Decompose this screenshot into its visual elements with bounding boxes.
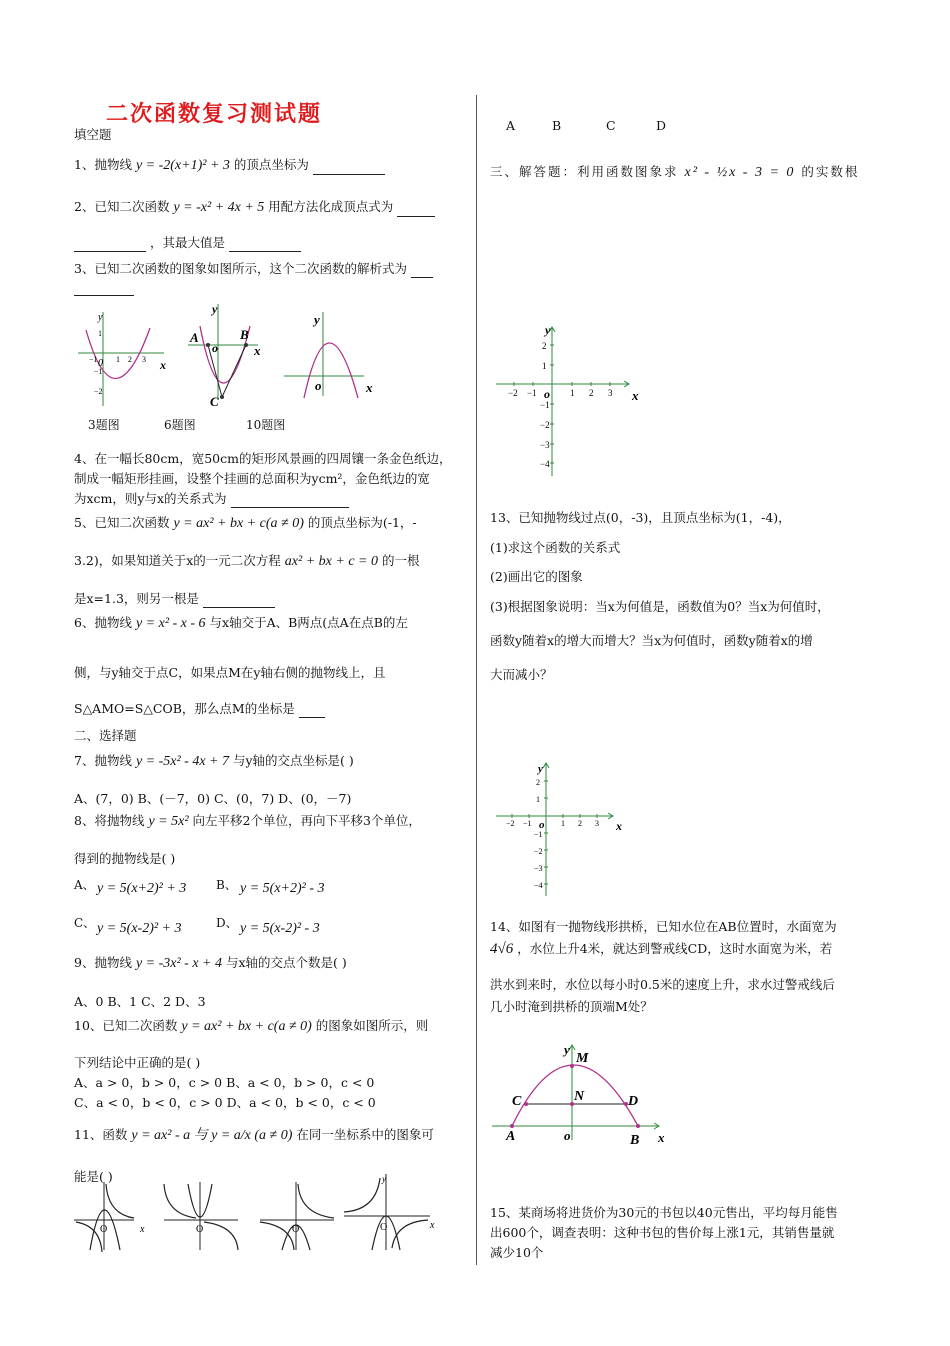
- question-11: 11、函数 y = ax² - a 与 y = a/x (a ≠ 0) 在同一坐标系中的图象可: [74, 1127, 434, 1143]
- question-3: 3、已知二次函数的图象如图所示，这个二次函数的解析式为: [74, 260, 433, 278]
- svg-text:−2: −2: [94, 387, 103, 396]
- coordinate-grid-q13[interactable]: [492, 760, 632, 900]
- answer-blank[interactable]: [299, 703, 325, 718]
- question-15-line3: 减少10个: [490, 1245, 544, 1260]
- svg-text:O: O: [100, 1224, 108, 1235]
- formula: x² - ½x - 3 = 0: [684, 165, 796, 180]
- column-divider: [476, 95, 477, 1265]
- coordinate-grid-solve[interactable]: [492, 320, 652, 480]
- q11-option-c-graph[interactable]: [256, 1180, 340, 1252]
- question-13-line6: 大而减小？: [490, 667, 553, 682]
- svg-text:−4: −4: [534, 881, 543, 890]
- formula: y = -5x² - 4x + 7: [135, 754, 229, 769]
- svg-text:y: y: [545, 323, 551, 337]
- svg-text:−2: −2: [540, 420, 550, 430]
- svg-text:2: 2: [536, 778, 540, 787]
- question-4-line2: 制成一幅矩形挂画，设整个挂画的总面积为ycm²，金色纸边的宽: [74, 471, 430, 486]
- question-13-line5: 函数y随着x的增大而增大？当x为何值时，函数y随着x的增: [490, 633, 813, 648]
- svg-text:y: y: [538, 763, 543, 775]
- svg-text:y: y: [314, 312, 320, 327]
- question-10: 10、已知二次函数 y = ax² + bx + c(a ≠ 0) 的图象如图所示，则: [74, 1018, 429, 1034]
- svg-text:−1: −1: [527, 388, 537, 398]
- svg-text:1: 1: [536, 795, 540, 804]
- answer-blank[interactable]: [231, 493, 349, 508]
- svg-text:A: A: [506, 1129, 516, 1144]
- formula: y = 5x²: [148, 814, 189, 829]
- option-a-formula[interactable]: y = 5(x+2)² + 3: [97, 881, 187, 896]
- svg-text:3: 3: [142, 355, 146, 364]
- figure-q3-parabola: [76, 308, 166, 408]
- svg-text:B: B: [630, 1133, 640, 1148]
- section-multiple-choice: 二、选择题: [74, 728, 137, 743]
- figure-q10-parabola: [282, 308, 392, 398]
- svg-text:−1: −1: [540, 400, 550, 410]
- question-4-line1: 4、在一幅长80cm，宽50cm的矩形风景画的四周镶一条金色纸边，: [74, 451, 452, 466]
- svg-text:O: O: [196, 1224, 204, 1235]
- caption-q3: 3题图: [88, 418, 120, 432]
- option-d-formula[interactable]: y = 5(x-2)² - 3: [240, 921, 320, 936]
- answer-blank[interactable]: [229, 237, 301, 252]
- option-c[interactable]: C: [606, 118, 616, 133]
- svg-text:−2: −2: [534, 847, 543, 856]
- svg-text:1: 1: [570, 388, 575, 398]
- svg-text:2: 2: [542, 341, 547, 351]
- question-9-options: A、0 B、1 C、2 D、3: [74, 994, 206, 1009]
- question-10-line2: 下列结论中正确的是( ): [74, 1055, 201, 1070]
- svg-text:x: x: [616, 819, 622, 833]
- svg-text:1: 1: [561, 819, 565, 828]
- option-a[interactable]: A: [506, 118, 516, 133]
- answer-blank[interactable]: [397, 202, 435, 217]
- svg-text:2: 2: [578, 819, 582, 828]
- formula: y = ax² + bx + c(a ≠ 0): [173, 516, 304, 531]
- svg-text:3: 3: [595, 819, 599, 828]
- svg-text:x: x: [430, 1220, 435, 1231]
- svg-text:−2: −2: [506, 819, 515, 828]
- q11-option-d-graph[interactable]: [340, 1172, 440, 1252]
- answer-blank[interactable]: [313, 160, 385, 175]
- option-label: A、: [74, 878, 95, 892]
- svg-text:B: B: [240, 327, 249, 342]
- section-fill-blank: 填空题: [74, 127, 112, 142]
- question-6-line2: 侧，与y轴交于点C，如果点M在y轴右侧的抛物线上，且: [74, 665, 386, 680]
- question-13-part2: (2)画出它的图象: [490, 569, 583, 584]
- svg-text:D: D: [628, 1094, 639, 1109]
- question-10-options-cd: C、a < 0，b < 0，c > 0 D、a < 0，b < 0，c < 0: [74, 1095, 376, 1110]
- svg-text:A: A: [190, 330, 199, 345]
- svg-text:y: y: [98, 312, 103, 323]
- option-b[interactable]: B: [552, 118, 562, 133]
- svg-text:1: 1: [116, 355, 120, 364]
- option-d[interactable]: D: [656, 118, 667, 133]
- answer-blank[interactable]: [203, 593, 275, 608]
- question-14-line4: 几小时淹到拱桥的顶端M处？: [490, 999, 653, 1014]
- option-b-formula[interactable]: y = 5(x+2)² - 3: [240, 881, 325, 896]
- section-solve: 三、解答题：利用函数图象求 x² - ½x - 3 = 0 的实数根: [490, 164, 860, 180]
- answer-blank[interactable]: [74, 237, 146, 252]
- svg-text:y: y: [212, 302, 218, 316]
- svg-text:−1: −1: [94, 367, 103, 376]
- formula: y = ax² - a 与 y = a/x (a ≠ 0): [131, 1128, 293, 1143]
- question-3-line2: [74, 278, 134, 296]
- caption-q6: 6题图: [164, 418, 196, 432]
- question-2: 2、已知二次函数 y = -x² + 4x + 5 用配方法化成顶点式为: [74, 198, 435, 217]
- question-15-line1: 15、某商场将进货价为30元的书包以40元售出，平均每月能售: [490, 1205, 838, 1220]
- formula: y = x² - x - 6: [135, 616, 206, 631]
- svg-text:−3: −3: [540, 440, 550, 450]
- svg-text:3: 3: [608, 388, 613, 398]
- answer-blank[interactable]: [74, 281, 134, 296]
- question-5-line3: 是x=1.3，则另一根是: [74, 590, 275, 608]
- question-8-line2: 得到的抛物线是( ): [74, 851, 176, 866]
- svg-text:x: x: [366, 380, 373, 395]
- svg-text:x: x: [254, 343, 261, 358]
- answer-blank[interactable]: [411, 263, 433, 278]
- question-14-line2: 4√6 ，水位上升4米，就达到警戒线CD，这时水面宽为米，若: [490, 941, 833, 957]
- svg-text:−1: −1: [534, 830, 543, 839]
- formula: y = -2(x+1)² + 3: [135, 158, 230, 173]
- svg-text:C: C: [512, 1094, 522, 1109]
- arch-bridge-figure: [490, 1040, 680, 1150]
- svg-text:o: o: [544, 387, 550, 401]
- question-15-line2: 出600个，调查表明：这种书包的售价每上涨1元，其销售量就: [490, 1225, 835, 1240]
- question-9: 9、抛物线 y = -3x² - x + 4 与x轴的交点个数是( ): [74, 955, 347, 971]
- question-5-line2: 3.2)，如果知道关于x的一元二次方程 ax² + bx + c = 0 的一根: [74, 553, 420, 569]
- formula: y = -x² + 4x + 5: [173, 200, 265, 215]
- page-title: 二次函数复习测试题: [106, 102, 323, 127]
- svg-text:o: o: [564, 1128, 571, 1143]
- question-4-line3: 为xcm，则y与x的关系式为: [74, 490, 349, 508]
- svg-text:O: O: [292, 1224, 300, 1235]
- question-11-line2: 能是( ): [74, 1169, 113, 1184]
- question-8: 8、将抛物线 y = 5x² 向左平移2个单位，再向下平移3个单位，: [74, 813, 421, 829]
- svg-text:1: 1: [98, 329, 102, 338]
- svg-text:x: x: [632, 388, 639, 403]
- question-2-line2: ，其最大值是: [74, 234, 301, 252]
- svg-text:1: 1: [542, 361, 547, 371]
- svg-text:o: o: [315, 378, 322, 393]
- question-5: 5、已知二次函数 y = ax² + bx + c(a ≠ 0) 的顶点坐标为(-1，-: [74, 515, 417, 531]
- svg-text:x: x: [160, 358, 166, 372]
- figure-q6-parabola: [186, 300, 272, 410]
- svg-text:−1: −1: [523, 819, 532, 828]
- svg-text:y: y: [564, 1042, 570, 1057]
- option-label: C、: [74, 916, 96, 930]
- option-label: B、: [216, 878, 237, 892]
- svg-text:−1: −1: [89, 355, 98, 364]
- question-6-line3: S△AMO=S△COB，那么点M的坐标是: [74, 700, 325, 718]
- svg-text:2: 2: [128, 355, 132, 364]
- question-7-options: A、(7，0) B、(－7，0) C、(0，7) D、(0，－7): [74, 791, 352, 806]
- caption-q10: 10题图: [246, 418, 286, 432]
- svg-text:O: O: [380, 1222, 388, 1233]
- svg-text:N: N: [574, 1089, 585, 1104]
- svg-text:x: x: [658, 1130, 665, 1145]
- svg-text:o: o: [212, 341, 218, 355]
- q11-option-a-graph[interactable]: [70, 1180, 154, 1252]
- svg-text:2: 2: [589, 388, 594, 398]
- question-13-part3: (3)根据图象说明：当x为何值是，函数值为0？当x为何值时，: [490, 599, 830, 614]
- svg-text:x: x: [140, 1224, 145, 1235]
- question-1: 1、抛物线 y = -2(x+1)² + 3 的顶点坐标为: [74, 156, 385, 175]
- svg-text:o: o: [539, 819, 545, 831]
- question-14-line1: 14、如图有一抛物线形拱桥，已知水位在AB位置时，水面宽为: [490, 919, 837, 934]
- formula: ax² + bx + c = 0: [284, 554, 378, 569]
- svg-text:−4: −4: [540, 459, 550, 469]
- question-13-line1: 13、已知抛物线过点(0，-3)，且顶点坐标为(1，-4)，: [490, 510, 791, 525]
- svg-text:M: M: [576, 1051, 589, 1066]
- svg-text:y: y: [382, 1174, 386, 1184]
- question-14-line3: 洪水到来时，水位以每小时0.5米的速度上升，求水过警戒线后: [490, 977, 835, 992]
- svg-text:−3: −3: [534, 864, 543, 873]
- option-c-formula[interactable]: y = 5(x-2)² + 3: [97, 921, 182, 936]
- question-7: 7、抛物线 y = -5x² - 4x + 7 与y轴的交点坐标是( ): [74, 753, 354, 769]
- formula: y = -3x² - x + 4: [135, 956, 222, 971]
- option-label: D、: [216, 916, 238, 930]
- question-13-part1: (1)求这个函数的关系式: [490, 540, 621, 555]
- svg-text:0: 0: [98, 358, 103, 369]
- q11-option-b-graph[interactable]: [160, 1180, 244, 1252]
- svg-text:C: C: [210, 394, 219, 409]
- svg-text:−2: −2: [508, 388, 518, 398]
- formula: y = ax² + bx + c(a ≠ 0): [181, 1019, 312, 1034]
- formula: 4√6: [490, 941, 514, 957]
- question-6: 6、抛物线 y = x² - x - 6 与x轴交于A、B两点(点A在点B的左: [74, 615, 408, 631]
- question-10-options-ab: A、a > 0，b > 0，c > 0 B、a < 0，b > 0，c < 0: [74, 1075, 375, 1090]
